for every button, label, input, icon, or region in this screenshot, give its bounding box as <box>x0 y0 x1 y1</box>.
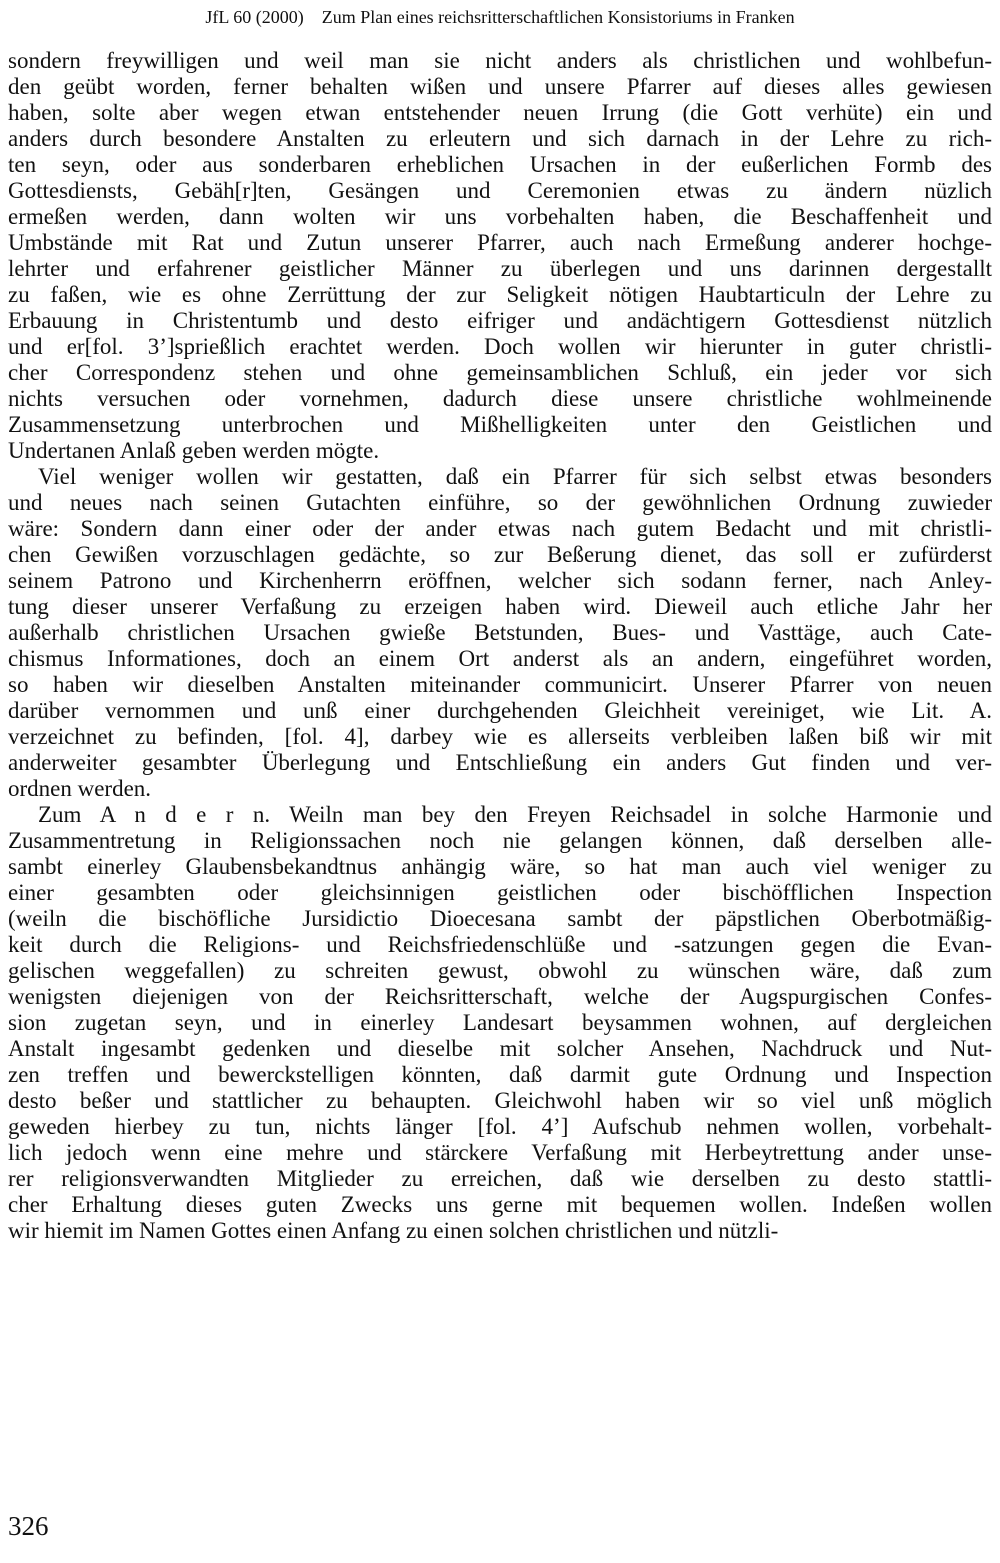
text-line: anderweiter gesambter Überlegung und Entschließung ein anders Gut finden und ver- <box>8 750 992 775</box>
text-line: außerhalb christlichen Ursachen gwieße Betstunden, Bues- und Vasttäge, auch Cate- <box>8 620 992 645</box>
text-line: geweden hierbey zu tun, nichts länger [fol. 4’] Aufschub nehmen wollen, vorbehalt- <box>8 1114 992 1139</box>
text-line: cher Correspondenz stehen und ohne gemeinsamblichen Schluß, ein jeder vor sich <box>8 360 992 385</box>
text-line: Viel weniger wollen wir gestatten, daß ein Pfarrer für sich selbst etwas besonders <box>38 464 992 489</box>
text-line: desto beßer und stattlicher zu behaupten. Gleichwohl haben wir so viel unß möglich <box>8 1088 992 1113</box>
text-line: zu faßen, wie es ohne Zerrüttung der zur Seligkeit nötigen Haubtarticuln der Lehre zu <box>8 282 992 307</box>
text-line: den geübt worden, ferner behalten wißen und unsere Pfarrer auf dieses alles gewiesen <box>8 74 992 99</box>
text-line: wäre: Sondern dann einer oder der ander etwas nach gutem Bedacht und mit christli- <box>8 516 992 541</box>
text-line: seinem Patrono und Kirchenherrn eröffnen, welcher sich sodann ferner, nach Anley- <box>8 568 992 593</box>
text-line: rer religionsverwandten Mitglieder zu erreichen, daß wie derselben zu desto stattli- <box>8 1166 992 1191</box>
text-line: sion zugetan seyn, und in einerley Landesart beysammen wohnen, auf dergleichen <box>8 1010 992 1035</box>
text-line: ten seyn, oder aus sonderbaren erheblichen Ursachen in der eußerlichen Formb des <box>8 152 992 177</box>
text-line: verzeichnet zu befinden, [fol. 4], darbey wie es allerseits verbleiben laßen biß wir mit <box>8 724 992 749</box>
paragraph <box>8 464 992 802</box>
text-line: Undertanen Anlaß geben werden mögte. <box>8 438 380 463</box>
text-line: ordnen werden. <box>8 776 152 801</box>
text-line: chismus Informationes, doch an einem Ort anderst als an andern, eingeführet worden, <box>8 646 992 671</box>
text-line: wenigsten diejenigen von der Reichsritterschaft, welche der Augspurgischen Confes- <box>8 984 992 1009</box>
text-line: einer gesambten oder gleichsinnigen geistlichen oder bischöfflichen Inspection <box>8 880 992 905</box>
page-number: 326 <box>8 1511 49 1541</box>
text-line: haben, solte aber wegen etwan entstehender neuen Irrung (die Gott verhüte) ein und <box>8 100 992 125</box>
text-line: nichts versuchen oder vornehmen, dadurch diese unsere christliche wohlmeinende <box>8 386 992 411</box>
text-line: Erbauung in Christentumb und desto eifriger und andächtigern Gottesdienst nützlich <box>8 308 992 333</box>
running-head <box>0 6 1000 28</box>
text-line: gelischen weggefallen) zu schreiten gewust, obwohl zu wünschen wäre, daß zum <box>8 958 992 983</box>
text-line: lich jedoch wenn eine mehre und stärckere Verfaßung mit Herbeytrettung ander unse- <box>8 1140 992 1165</box>
text-line: darüber vernommen und unß einer durchgehenden Gleichheit vereiniget, wie Lit. A. <box>8 698 992 723</box>
text-line: Gottesdiensts, Gebäh[r]ten, Gesängen und Ceremonien etwas zu ändern nüzlich <box>8 178 992 203</box>
text-line: Umbstände mit Rat und Zutun unserer Pfarrer, auch nach Ermeßung anderer hochge- <box>8 230 992 255</box>
text-line: so haben wir dieselben Anstalten miteinander communicirt. Unserer Pfarrer von neuen <box>8 672 992 697</box>
text-line: und er[fol. 3’]sprießlich erachtet werden. Doch wollen wir hierunter in guter christli- <box>8 334 992 359</box>
paragraph <box>8 48 992 464</box>
paragraph <box>8 802 992 1244</box>
text-line: Anstalt ingesambt gedenken und dieselbe mit solcher Ansehen, Nachdruck und Nut- <box>8 1036 992 1061</box>
text-line: keit durch die Religions- und Reichsfriedenschlüße und -satzungen gegen die Evan- <box>8 932 992 957</box>
body-text <box>8 48 992 1244</box>
text-line: lehrter und erfahrener geistlicher Männer zu überlegen und uns darinnen dergestallt <box>8 256 992 281</box>
text-line: tung dieser unserer Verfaßung zu erzeigen haben wird. Dieweil auch etliche Jahr her <box>8 594 992 619</box>
text-line: sondern freywilligen und weil man sie nicht anders als christlichen und wohlbefun- <box>8 48 992 73</box>
text-line: anders durch besondere Anstalten zu erleutern und sich darnach in der Lehre zu rich- <box>8 126 992 151</box>
text-line: ermeßen werden, dann wolten wir uns vorbehalten haben, die Beschaffenheit und <box>8 204 992 229</box>
text-line: Zusammentretung in Religionssachen noch nie gelangen können, daß derselben alle- <box>8 828 992 853</box>
article-title: Zum Plan eines reichsritterschaftlichen Konsistoriums in Franken <box>321 7 795 27</box>
text-line: sambt einerley Glaubensbekandtnus anhängig wäre, so hat man auch viel weniger zu <box>8 854 992 879</box>
text-line: Zusammensetzung unterbrochen und Mißhelligkeiten unter den Geistlichen und <box>8 412 992 437</box>
text-line: cher Erhaltung dieses guten Zwecks uns gerne mit bequemen wollen. Indeßen wollen <box>8 1192 992 1217</box>
text-line: chen Gewißen vorzuschlagen gedächte, so zur Beßerung dienet, das soll er zufürderst <box>8 542 992 567</box>
text-line: (weiln die bischöfliche Jursidictio Dioecesana sambt der päpstlichen Oberbotmäßig- <box>8 906 992 931</box>
text-line: Zum A n d e r n. Weiln man bey den Freyen Reichsadel in solche Harmonie und <box>38 802 992 827</box>
text-line: zen treffen und bewerckstelligen könnten, daß darmit gute Ordnung und Inspection <box>8 1062 992 1087</box>
journal-reference: JfL 60 (2000) <box>205 7 304 27</box>
text-line: wir hiemit im Namen Gottes einen Anfang zu einen solchen christlichen und nützli- <box>8 1218 779 1243</box>
text-line: und neues nach seinen Gutachten einführe, so der gewöhnlichen Ordnung zuwieder <box>8 490 992 515</box>
